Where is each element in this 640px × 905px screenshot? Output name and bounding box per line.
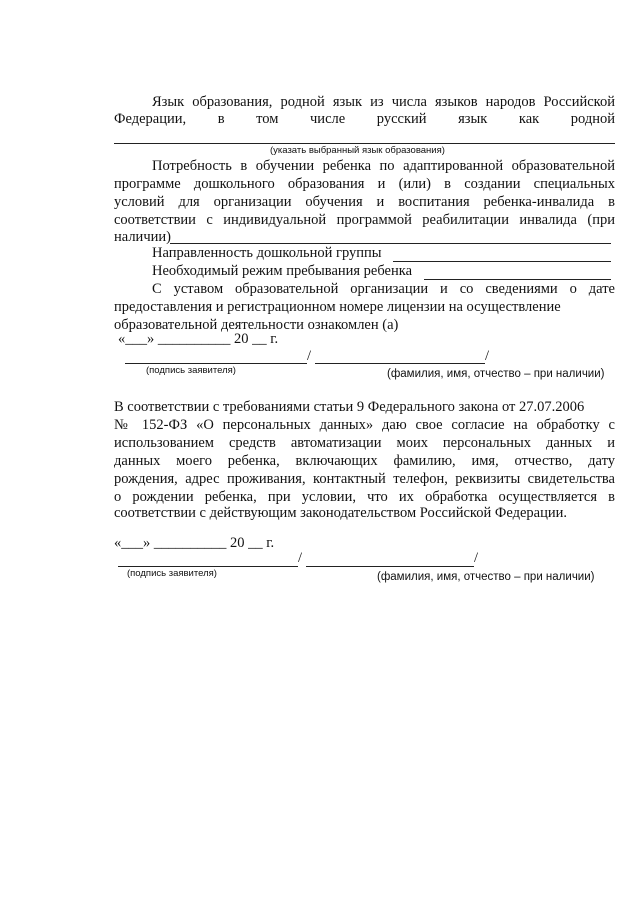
signature-2-date[interactable]: «___» __________ 20 __ г. (114, 535, 275, 551)
consent-line-5: рождения, адрес проживания, контактный телефон, реквизиты свидетельства (114, 471, 615, 487)
need-line-1: Потребность в обучении ребенка по адаптированной образовательной (152, 158, 615, 174)
group-direction-label: Направленность дошкольной группы (152, 245, 382, 261)
consent-line-7: соответствии с действующим законодательством Российской Федерации. (114, 505, 567, 521)
need-fill-line[interactable] (170, 243, 611, 244)
charter-line-1: С уставом образовательной организации и со сведениями о дате (152, 281, 615, 297)
charter-line-3: образовательной деятельности ознакомлен (а) (114, 317, 399, 333)
signature-1-date[interactable]: «___» __________ 20 __ г. (118, 331, 279, 347)
signature-1-name-caption: (фамилия, имя, отчество – при наличии) (387, 368, 605, 380)
consent-line-4: данных моего ребенка, включающих фамилию, имя, отчество, дату (114, 453, 615, 469)
language-fill-line[interactable] (114, 143, 615, 144)
signature-2-caption: (подпись заявителя) (127, 568, 217, 579)
language-line-2: Федерации, в том числе русский язык как родной (114, 111, 615, 127)
signature-1-name-field[interactable] (315, 363, 485, 364)
charter-line-2: предоставления и регистрационном номере лицензии на осуществление (114, 299, 561, 315)
language-line-1: Язык образования, родной язык из числа языков народов Российской (152, 94, 615, 110)
consent-line-1: В соответствии с требованиями статьи 9 Федерального закона от 27.07.2006 (114, 399, 585, 415)
group-direction-field[interactable] (393, 261, 611, 262)
signature-2-name-caption: (фамилия, имя, отчество – при наличии) (377, 571, 595, 583)
consent-line-6: о рождении ребенка, при условии, что их обработка осуществляется в (114, 489, 615, 505)
signature-1-field[interactable] (125, 363, 307, 364)
need-line-5: наличии) (114, 229, 171, 245)
stay-mode-field[interactable] (424, 279, 611, 280)
signature-1-slash-end: / (485, 348, 490, 364)
stay-mode-label: Необходимый режим пребывания ребенка (152, 263, 413, 279)
signature-2-name-field[interactable] (306, 566, 474, 567)
need-line-2: программе дошкольного образования и (или) в создании специальных (114, 176, 615, 192)
need-line-3: условий для организации обучения и воспитания ребенка-инвалида в (114, 194, 615, 210)
signature-2-slash-end: / (474, 550, 479, 566)
consent-line-2: № 152-ФЗ «О персональных данных» даю свое согласие на обработку с (114, 417, 615, 433)
language-hint: (указать выбранный язык образования) (270, 145, 445, 156)
signature-2-field[interactable] (118, 566, 298, 567)
need-line-4: соответствии с индивидуальной программой реабилитации инвалида (при (114, 212, 615, 228)
signature-1-slash: / (307, 348, 312, 364)
signature-1-caption: (подпись заявителя) (146, 365, 236, 376)
consent-line-3: использованием средств автоматизации моих персональных данных и (114, 435, 615, 451)
signature-2-slash: / (298, 550, 303, 566)
